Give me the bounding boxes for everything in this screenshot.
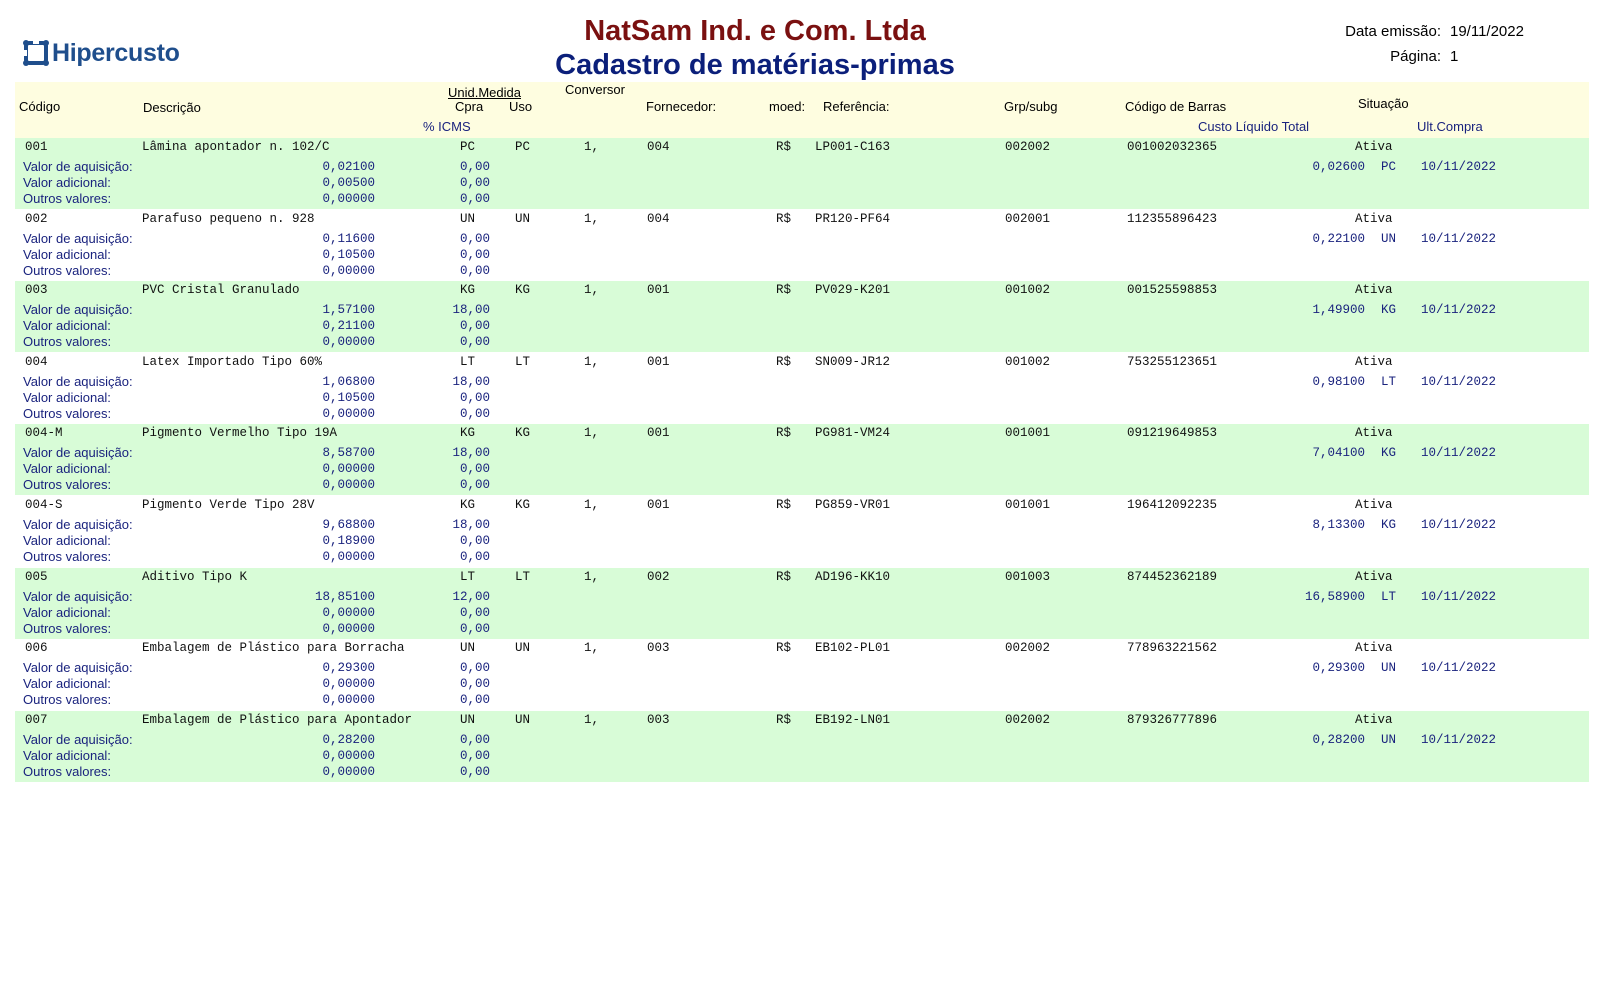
record-uso: UN [515,211,531,226]
label-outros-valores: Outros valores: [23,763,112,779]
record-moeda: R$ [776,283,792,298]
record-grp-subg: 001001 [1005,426,1051,441]
record-aquisicao-icms: 0,00 [459,732,490,747]
record-row [15,138,1589,209]
record-fornecedor: 001 [647,283,670,298]
label-valor-adicional: Valor adicional: [23,318,111,334]
record-aquisicao-icms: 18,00 [452,303,490,318]
record-aquisicao-icms: 0,00 [459,160,490,174]
record-valor-aquisicao: 0,02100 [322,160,375,174]
label-valor-aquisicao: Valor de aquisição: [23,517,133,532]
label-valor-adicional: Valor adicional: [23,604,111,620]
label-valor-aquisicao: Valor de aquisição: [23,588,133,604]
record-aquisicao-icms: 0,00 [459,231,490,246]
record-uso: LT [515,354,531,369]
record-descricao: Pigmento Vermelho Tipo 19A [142,426,338,441]
record-uso: KG [515,498,531,512]
record-adicional-icms: 0,00 [459,390,490,405]
record-custo-unidade: LT [1381,374,1397,389]
record-codigo-barras: 001002032365 [1127,140,1218,154]
record-grp-subg: 002002 [1005,712,1051,727]
record-custo-liquido: 7,04100 [1312,446,1365,461]
record-uso: UN [515,712,531,727]
record-custo-unidade: UN [1381,661,1397,676]
col-conversor: Conversor [565,82,625,97]
record-valor-adicional: 0,00000 [322,605,375,620]
record-descricao: Aditivo Tipo K [142,569,248,584]
record-moeda: R$ [776,354,792,369]
record-aquisicao-icms: 0,00 [459,661,490,676]
column-header [15,82,1589,138]
record-cpra: PC [459,140,475,154]
col-moeda: moed: [769,99,806,114]
record-cpra: KG [459,498,475,512]
label-valor-aquisicao: Valor de aquisição: [23,159,133,174]
record-ult-compra: 10/11/2022 [1421,518,1497,532]
record-descricao: PVC Cristal Granulado [142,283,300,298]
record-custo-unidade: KG [1381,518,1397,532]
label-valor-aquisicao: Valor de aquisição: [23,445,133,461]
record-codigo-barras: 196412092235 [1127,498,1218,512]
record-uso: PC [515,140,531,154]
record-custo-liquido: 0,02600 [1312,160,1365,174]
record-fornecedor: 001 [647,354,670,369]
record-custo-liquido: 0,98100 [1312,374,1365,389]
record-moeda: R$ [776,498,792,512]
record-cpra: LT [459,354,475,369]
record-ult-compra: 10/11/2022 [1421,303,1497,318]
page-label: Página: [1390,48,1441,65]
record-custo-liquido: 8,13300 [1312,518,1365,532]
record-situacao: Ativa [1355,569,1393,584]
record-moeda: R$ [776,211,792,226]
record-valor-aquisicao: 1,57100 [322,303,375,318]
record-referencia: PG859-VR01 [815,498,891,512]
record-fornecedor: 001 [647,498,670,512]
record-descricao: Latex Importado Tipo 60% [142,354,323,369]
label-valor-adicional: Valor adicional: [23,533,111,548]
report-title: Cadastro de matérias-primas [555,49,955,81]
record-row [15,353,1589,424]
record-outros-valores: 0,00000 [322,693,375,708]
record-conversor: 1, [584,140,600,154]
record-valor-aquisicao: 8,58700 [322,446,375,461]
record-codigo-barras: 091219649853 [1127,426,1218,441]
record-cpra: UN [459,712,475,727]
record-row [15,496,1589,567]
record-outros-icms: 0,00 [459,263,490,278]
record-uso: KG [515,283,531,298]
record-cpra: KG [459,426,475,441]
label-valor-adicional: Valor adicional: [23,175,111,190]
record-conversor: 1, [584,426,600,441]
record-codigo: 004-S [25,498,63,512]
record-cpra: KG [459,283,475,298]
record-row [15,568,1589,639]
record-codigo: 004-M [25,426,63,441]
record-aquisicao-icms: 18,00 [452,518,490,532]
label-valor-adicional: Valor adicional: [23,389,111,405]
record-valor-aquisicao: 18,85100 [314,589,375,604]
record-row [15,281,1589,352]
record-referencia: EB102-PL01 [815,641,891,656]
record-referencia: PG981-VM24 [815,426,891,441]
record-codigo-barras: 879326777896 [1127,712,1218,727]
record-codigo: 002 [25,211,48,226]
record-uso: LT [515,569,531,584]
record-valor-aquisicao: 0,28200 [322,732,375,747]
record-fornecedor: 004 [647,211,670,226]
col-custo-liquido: Custo Líquido Total [1198,119,1310,134]
record-outros-icms: 0,00 [459,406,490,421]
record-moeda: R$ [776,569,792,584]
record-situacao: Ativa [1355,283,1393,298]
record-valor-adicional: 0,10500 [322,247,375,262]
col-fornecedor: Fornecedor: [646,99,717,114]
record-conversor: 1, [584,354,600,369]
record-moeda: R$ [776,426,792,441]
label-outros-valores: Outros valores: [23,620,112,636]
record-outros-icms: 0,00 [459,550,490,564]
record-fornecedor: 002 [647,569,670,584]
record-grp-subg: 001002 [1005,283,1051,298]
page-number: 1 [1450,48,1459,65]
record-codigo: 003 [25,283,48,298]
col-referencia: Referência: [823,99,890,114]
record-valor-adicional: 0,18900 [322,534,375,548]
record-ult-compra: 10/11/2022 [1421,589,1497,604]
col-cpra: Cpra [455,99,484,114]
record-uso: UN [515,641,531,656]
issue-date: 19/11/2022 [1450,23,1524,40]
record-grp-subg: 002002 [1005,140,1051,154]
col-uso: Uso [509,99,533,114]
label-valor-adicional: Valor adicional: [23,676,111,692]
record-custo-unidade: UN [1381,231,1397,246]
logo-text: Hipercusto [52,38,180,67]
record-adicional-icms: 0,00 [459,534,490,548]
record-outros-icms: 0,00 [459,478,490,493]
record-referencia: PV029-K201 [815,283,891,298]
col-codigo-barras: Código de Barras [1125,99,1227,114]
record-conversor: 1, [584,498,600,512]
record-outros-icms: 0,00 [459,335,490,350]
record-codigo: 007 [25,712,48,727]
col-unid-medida: Unid.Medida [448,85,521,100]
record-outros-valores: 0,00000 [322,406,375,421]
record-aquisicao-icms: 12,00 [452,589,490,604]
record-referencia: SN009-JR12 [815,354,891,369]
col-ult-compra: Ult.Compra [1417,119,1483,134]
record-ult-compra: 10/11/2022 [1421,374,1497,389]
record-adicional-icms: 0,00 [459,605,490,620]
record-outros-valores: 0,00000 [322,263,375,278]
record-situacao: Ativa [1355,354,1393,369]
record-row [15,210,1589,281]
col-descricao: Descrição [143,100,201,115]
record-descricao: Embalagem de Plástico para Apontador [142,712,413,727]
label-valor-aquisicao: Valor de aquisição: [23,302,133,318]
label-outros-valores: Outros valores: [23,692,112,708]
record-codigo-barras: 001525598853 [1127,283,1218,298]
record-codigo: 005 [25,569,48,584]
record-custo-liquido: 1,49900 [1312,303,1365,318]
label-valor-adicional: Valor adicional: [23,747,111,763]
col-grp-subg: Grp/subg [1004,99,1058,114]
label-outros-valores: Outros valores: [23,191,112,206]
record-referencia: PR120-PF64 [815,211,891,226]
record-referencia: EB192-LN01 [815,712,891,727]
record-ult-compra: 10/11/2022 [1421,446,1497,461]
record-outros-valores: 0,00000 [322,621,375,636]
record-conversor: 1, [584,569,600,584]
record-grp-subg: 001001 [1005,498,1051,512]
col-codigo: Código [19,99,61,114]
record-ult-compra: 10/11/2022 [1421,732,1497,747]
record-conversor: 1, [584,641,600,656]
record-outros-icms: 0,00 [459,621,490,636]
record-valor-adicional: 0,00500 [322,176,375,190]
record-row [15,711,1589,782]
record-outros-icms: 0,00 [459,693,490,708]
record-descricao: Parafuso pequeno n. 928 [142,211,315,226]
label-outros-valores: Outros valores: [23,262,112,278]
record-codigo-barras: 778963221562 [1127,641,1218,656]
record-valor-adicional: 0,21100 [322,319,375,334]
record-outros-valores: 0,00000 [322,764,375,779]
record-fornecedor: 003 [647,712,670,727]
record-situacao: Ativa [1355,641,1393,656]
label-valor-aquisicao: Valor de aquisição: [23,230,133,246]
record-outros-valores: 0,00000 [322,478,375,493]
record-referencia: AD196-KK10 [815,569,891,584]
record-moeda: R$ [776,641,792,656]
record-codigo-barras: 753255123651 [1127,354,1218,369]
record-valor-aquisicao: 1,06800 [322,374,375,389]
record-codigo: 006 [25,641,48,656]
record-row [15,639,1589,710]
record-valor-adicional: 0,10500 [322,390,375,405]
label-valor-aquisicao: Valor de aquisição: [23,660,133,676]
record-conversor: 1, [584,211,600,226]
label-valor-aquisicao: Valor de aquisição: [23,731,133,747]
record-grp-subg: 002001 [1005,211,1051,226]
record-outros-icms: 0,00 [459,764,490,779]
record-moeda: R$ [776,140,792,154]
label-valor-aquisicao: Valor de aquisição: [23,373,133,389]
record-moeda: R$ [776,712,792,727]
record-custo-liquido: 16,58900 [1304,589,1365,604]
record-descricao: Pigmento Verde Tipo 28V [142,498,315,512]
record-cpra: UN [459,641,475,656]
record-situacao: Ativa [1355,211,1393,226]
record-adicional-icms: 0,00 [459,677,490,692]
record-codigo-barras: 874452362189 [1127,569,1218,584]
record-custo-liquido: 0,22100 [1312,231,1365,246]
record-outros-valores: 0,00000 [322,335,375,350]
issue-date-label: Data emissão: [1345,23,1441,40]
label-outros-valores: Outros valores: [23,549,112,564]
record-fornecedor: 003 [647,641,670,656]
record-custo-unidade: UN [1381,732,1397,747]
record-adicional-icms: 0,00 [459,319,490,334]
record-cpra: LT [459,569,475,584]
record-valor-adicional: 0,00000 [322,748,375,763]
record-custo-unidade: PC [1381,160,1397,174]
record-conversor: 1, [584,712,600,727]
record-custo-liquido: 0,28200 [1312,732,1365,747]
record-grp-subg: 001002 [1005,354,1051,369]
record-codigo: 001 [25,140,48,154]
record-descricao: Embalagem de Plástico para Borracha [142,641,405,656]
record-situacao: Ativa [1355,712,1393,727]
record-row [15,424,1589,495]
label-valor-adicional: Valor adicional: [23,246,111,262]
record-fornecedor: 001 [647,426,670,441]
record-custo-unidade: KG [1381,446,1397,461]
record-descricao: Lâmina apontador n. 102/C [142,140,330,154]
col-icms: % ICMS [423,119,471,134]
record-outros-valores: 0,00000 [322,192,375,206]
record-fornecedor: 004 [647,140,670,154]
record-valor-adicional: 0,00000 [322,462,375,477]
record-adicional-icms: 0,00 [459,176,490,190]
label-outros-valores: Outros valores: [23,334,112,350]
record-uso: KG [515,426,531,441]
record-valor-adicional: 0,00000 [322,677,375,692]
record-situacao: Ativa [1355,140,1393,154]
record-adicional-icms: 0,00 [459,462,490,477]
record-custo-liquido: 0,29300 [1312,661,1365,676]
record-codigo-barras: 112355896423 [1127,211,1218,226]
label-valor-adicional: Valor adicional: [23,461,111,477]
record-custo-unidade: KG [1381,303,1397,318]
record-situacao: Ativa [1355,426,1393,441]
label-outros-valores: Outros valores: [23,405,112,421]
col-situacao: Situação [1358,96,1409,111]
record-conversor: 1, [584,283,600,298]
record-ult-compra: 10/11/2022 [1421,231,1497,246]
record-referencia: LP001-C163 [815,140,891,154]
record-codigo: 004 [25,354,48,369]
record-situacao: Ativa [1355,498,1393,512]
record-valor-aquisicao: 0,11600 [322,231,375,246]
record-grp-subg: 001003 [1005,569,1051,584]
record-cpra: UN [459,211,475,226]
record-adicional-icms: 0,00 [459,748,490,763]
record-ult-compra: 10/11/2022 [1421,160,1497,174]
record-ult-compra: 10/11/2022 [1421,661,1497,676]
record-aquisicao-icms: 18,00 [452,374,490,389]
label-outros-valores: Outros valores: [23,477,112,493]
record-valor-aquisicao: 9,68800 [322,518,375,532]
record-outros-icms: 0,00 [459,192,490,206]
record-outros-valores: 0,00000 [322,550,375,564]
record-aquisicao-icms: 18,00 [452,446,490,461]
record-grp-subg: 002002 [1005,641,1051,656]
record-valor-aquisicao: 0,29300 [322,661,375,676]
record-custo-unidade: LT [1381,589,1397,604]
company-name: NatSam Ind. e Com. Ltda [584,15,926,47]
record-adicional-icms: 0,00 [459,247,490,262]
